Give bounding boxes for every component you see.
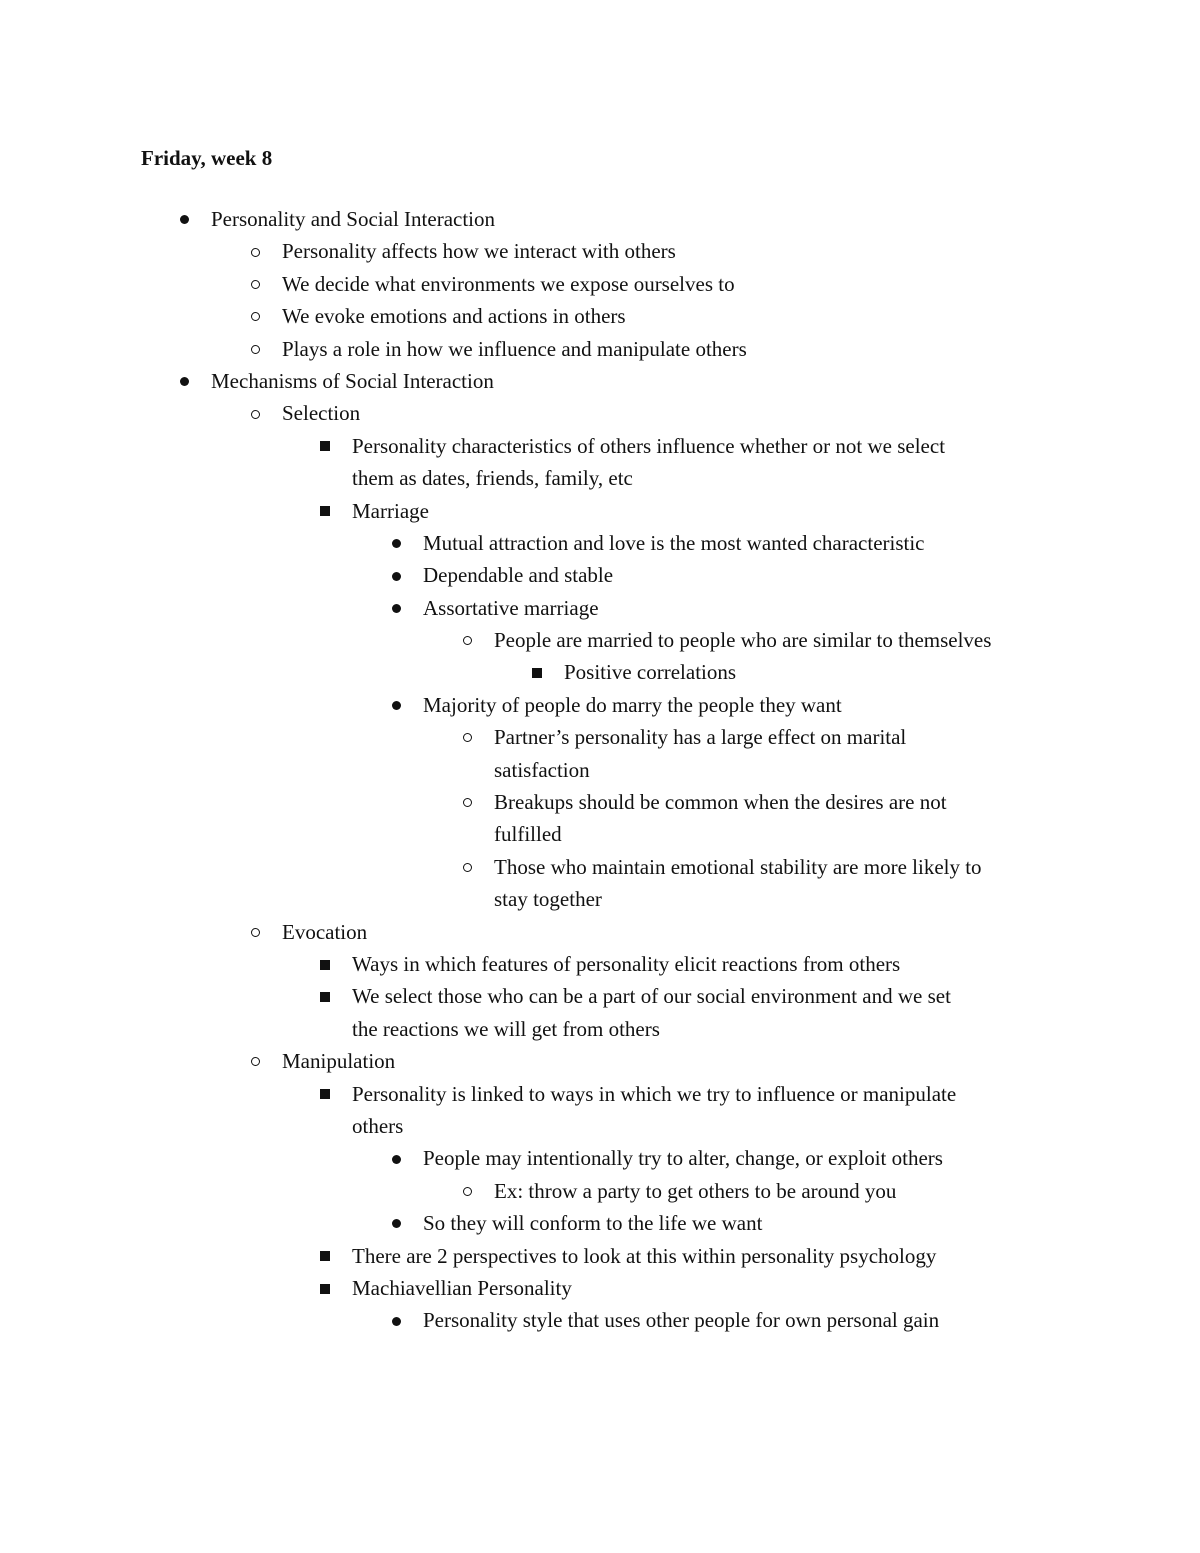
list-item xyxy=(0,1078,1200,1143)
list-item xyxy=(0,495,1200,527)
list-item-text xyxy=(352,948,900,980)
list-item-text xyxy=(423,1142,943,1174)
filled-bullet-icon xyxy=(392,604,401,613)
bullet-marker xyxy=(386,1207,406,1239)
text-line: them as dates, friends, family, etc xyxy=(352,466,633,491)
list-item xyxy=(0,980,1200,1045)
bullet-marker xyxy=(386,689,406,721)
list-item xyxy=(0,268,1200,300)
list-item xyxy=(0,527,1200,559)
bullet-marker xyxy=(315,495,335,527)
list-item xyxy=(0,1175,1200,1207)
list-item-text xyxy=(282,268,735,300)
text-line: People may intentionally try to alter, change, or exploit others xyxy=(423,1146,943,1171)
list-item xyxy=(0,333,1200,365)
text-line: Personality characteristics of others influence whether or not we select xyxy=(352,433,946,458)
list-item xyxy=(0,721,1200,786)
filled-bullet-icon xyxy=(392,1317,401,1326)
bullet-marker xyxy=(245,268,265,300)
list-item-text xyxy=(282,397,360,429)
filled-bullet-icon xyxy=(392,572,401,581)
list-item-text xyxy=(494,624,991,656)
bullet-marker xyxy=(245,333,265,365)
list-item-text xyxy=(494,1175,896,1207)
text-line: Personality is linked to ways in which we try to influence or manipulate xyxy=(352,1081,957,1106)
bullet-marker xyxy=(457,721,477,753)
list-item-text xyxy=(352,495,429,527)
hollow-bullet-icon xyxy=(463,1187,472,1196)
text-line: People are married to people who are similar to themselves xyxy=(494,628,992,653)
bullet-marker xyxy=(315,980,335,1012)
list-item xyxy=(0,1207,1200,1239)
bullet-marker xyxy=(457,624,477,656)
bullet-marker xyxy=(315,1078,335,1110)
bullet-marker xyxy=(457,851,477,883)
list-item-text xyxy=(282,333,747,365)
list-item-text xyxy=(423,1207,762,1239)
list-item xyxy=(0,656,1200,688)
text-line: Mechanisms of Social Interaction xyxy=(211,368,494,393)
filled-bullet-icon xyxy=(180,377,189,386)
text-line: Manipulation xyxy=(282,1049,396,1074)
text-line: There are 2 perspectives to look at this within personality psychology xyxy=(352,1243,937,1268)
list-item xyxy=(0,624,1200,656)
list-item-text xyxy=(282,235,676,267)
text-line: Majority of people do marry the people they want xyxy=(423,692,842,717)
list-item xyxy=(0,916,1200,948)
text-line: Those who maintain emotional stability are more likely to xyxy=(494,854,982,879)
bullet-marker xyxy=(386,592,406,624)
list-item-text xyxy=(352,1240,936,1272)
text-line: Ex: throw a party to get others to be around you xyxy=(494,1178,897,1203)
list-item-text xyxy=(423,527,925,559)
bullet-marker xyxy=(315,1240,335,1272)
bullet-marker xyxy=(245,397,265,429)
bullet-marker xyxy=(315,1272,335,1304)
list-item-text xyxy=(564,656,736,688)
list-item xyxy=(0,689,1200,721)
hollow-bullet-icon xyxy=(463,733,472,742)
text-line: Machiavellian Personality xyxy=(352,1275,572,1300)
list-item-text xyxy=(352,430,945,495)
bullet-marker xyxy=(174,365,194,397)
text-line: stay together xyxy=(494,887,602,912)
hollow-bullet-icon xyxy=(251,248,260,257)
square-bullet-icon xyxy=(320,960,330,970)
bullet-marker xyxy=(386,1304,406,1336)
text-line: Ways in which features of personality elicit reactions from others xyxy=(352,952,901,977)
text-line: Positive correlations xyxy=(564,660,737,685)
filled-bullet-icon xyxy=(392,1219,401,1228)
list-item xyxy=(0,203,1200,235)
text-line: others xyxy=(352,1114,404,1139)
square-bullet-icon xyxy=(320,441,330,451)
text-line: Plays a role in how we influence and manipulate others xyxy=(282,336,747,361)
text-line: Assortative marriage xyxy=(423,595,599,620)
text-line: We select those who can be a part of our social environment and we set xyxy=(352,984,951,1009)
hollow-bullet-icon xyxy=(463,636,472,645)
bullet-marker xyxy=(386,559,406,591)
bullet-outline xyxy=(0,203,1200,1337)
hollow-bullet-icon xyxy=(251,312,260,321)
bullet-marker xyxy=(457,786,477,818)
list-item xyxy=(0,1304,1200,1336)
text-line: satisfaction xyxy=(494,757,590,782)
text-line: Mutual attraction and love is the most wanted characteristic xyxy=(423,530,925,555)
list-item-text xyxy=(352,1078,956,1143)
text-line: fulfilled xyxy=(494,822,562,847)
list-item-text xyxy=(494,786,947,851)
filled-bullet-icon xyxy=(392,1155,401,1164)
text-line: So they will conform to the life we want xyxy=(423,1211,763,1236)
bullet-marker xyxy=(315,430,335,462)
list-item xyxy=(0,300,1200,332)
bullet-marker xyxy=(527,656,547,688)
list-item xyxy=(0,592,1200,624)
list-item xyxy=(0,786,1200,851)
list-item-text xyxy=(423,1304,939,1336)
hollow-bullet-icon xyxy=(251,928,260,937)
text-line: Evocation xyxy=(282,919,368,944)
filled-bullet-icon xyxy=(392,701,401,710)
square-bullet-icon xyxy=(320,1251,330,1261)
list-item-text xyxy=(494,851,982,916)
square-bullet-icon xyxy=(532,668,542,678)
bullet-marker xyxy=(174,203,194,235)
page-title: Friday, week 8 xyxy=(141,146,273,170)
square-bullet-icon xyxy=(320,506,330,516)
text-line: Marriage xyxy=(352,498,429,523)
list-item-text xyxy=(423,559,613,591)
list-item-text xyxy=(211,203,495,235)
bullet-marker xyxy=(315,948,335,980)
list-item xyxy=(0,948,1200,980)
text-line: We decide what environments we expose ourselves to xyxy=(282,271,735,296)
text-line: Dependable and stable xyxy=(423,563,614,588)
list-item-text xyxy=(282,1045,395,1077)
bullet-marker xyxy=(245,1045,265,1077)
list-item-text xyxy=(494,721,906,786)
hollow-bullet-icon xyxy=(251,345,260,354)
filled-bullet-icon xyxy=(180,215,189,224)
list-item-text xyxy=(352,980,951,1045)
list-item xyxy=(0,365,1200,397)
list-item-text xyxy=(282,300,626,332)
list-item xyxy=(0,430,1200,495)
text-line: Selection xyxy=(282,401,361,426)
list-item-text xyxy=(352,1272,572,1304)
text-line: Personality and Social Interaction xyxy=(211,207,496,231)
list-item xyxy=(0,1240,1200,1272)
list-item xyxy=(0,851,1200,916)
list-item xyxy=(0,235,1200,267)
square-bullet-icon xyxy=(320,1089,330,1099)
bullet-marker xyxy=(386,1142,406,1174)
text-line: the reactions we will get from others xyxy=(352,1016,660,1041)
square-bullet-icon xyxy=(320,1284,330,1294)
list-item-text xyxy=(423,592,599,624)
hollow-bullet-icon xyxy=(251,280,260,289)
bullet-marker xyxy=(245,235,265,267)
hollow-bullet-icon xyxy=(463,863,472,872)
list-item xyxy=(0,1142,1200,1174)
list-item-text xyxy=(423,689,842,721)
list-item-text xyxy=(282,916,367,948)
text-line: Partner’s personality has a large effect on marital xyxy=(494,725,907,750)
hollow-bullet-icon xyxy=(251,410,260,419)
list-item-text xyxy=(211,365,494,397)
text-line: Personality affects how we interact with others xyxy=(282,239,676,264)
hollow-bullet-icon xyxy=(463,798,472,807)
square-bullet-icon xyxy=(320,992,330,1002)
filled-bullet-icon xyxy=(392,539,401,548)
list-item xyxy=(0,559,1200,591)
text-line: Personality style that uses other people for own personal gain xyxy=(423,1308,940,1333)
text-line: Breakups should be common when the desires are not xyxy=(494,790,947,815)
bullet-marker xyxy=(245,300,265,332)
bullet-marker xyxy=(386,527,406,559)
bullet-marker xyxy=(457,1175,477,1207)
list-item xyxy=(0,1045,1200,1077)
bullet-marker xyxy=(245,916,265,948)
hollow-bullet-icon xyxy=(251,1057,260,1066)
text-line: We evoke emotions and actions in others xyxy=(282,304,626,329)
list-item xyxy=(0,397,1200,429)
list-item xyxy=(0,1272,1200,1304)
